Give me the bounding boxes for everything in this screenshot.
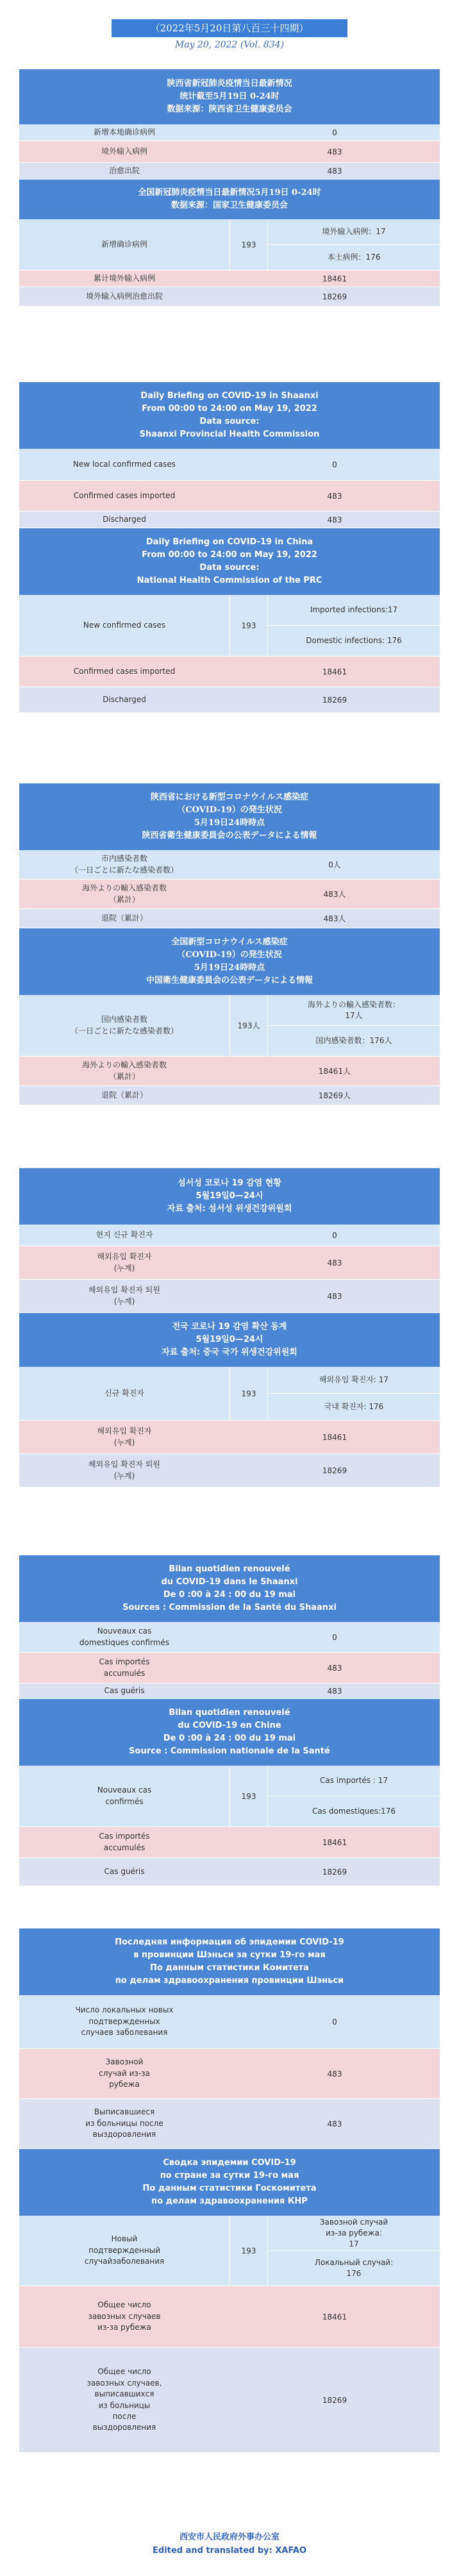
table-row <box>19 1622 440 1653</box>
header-line: 5월19일0—24시 <box>196 1191 263 1201</box>
table-row <box>19 1057 440 1086</box>
row-value: 483 <box>327 491 342 501</box>
ja-china-header <box>19 928 440 995</box>
header-line: 全国新型コロナウイルス感染症 <box>171 937 288 947</box>
ja-shaanxi-table <box>19 783 440 928</box>
table-row <box>19 2099 440 2149</box>
new-cases-row <box>19 2216 440 2286</box>
row-value: 18269 <box>322 292 347 301</box>
header-line: De 0 :00 à 24 : 00 du 19 mai <box>163 1590 296 1600</box>
section-ja <box>19 783 440 1105</box>
row-value: 0 <box>332 128 337 137</box>
table-row <box>19 481 440 512</box>
row-label: 해외유입 확진자 (누계) <box>97 1252 152 1273</box>
header-line: По данным статистики Госкомитета <box>142 2184 317 2193</box>
new-cases-total: 193 <box>230 2216 268 2286</box>
table-row <box>19 1684 440 1699</box>
header-line: 统计截至5月19日 0-24时 <box>179 91 280 101</box>
row-label: 해외유입 확진자 (누계) <box>97 1426 152 1447</box>
row-value: 18461 <box>322 274 347 283</box>
header-line: По данным статистики Комитета <box>150 1963 309 1973</box>
header-line: Data source: <box>199 563 260 573</box>
footer <box>0 2531 459 2558</box>
header-line: Source : Commission nationale de la Santé <box>129 1746 330 1757</box>
header-line: 陝西省における新型コロナウイルス感染症 <box>150 792 309 802</box>
row-label: Общее число завозных случаев, выписавшихся из больницы после выздоровления <box>87 2367 162 2432</box>
header-line: Сводка эпидемии COVID-19 <box>163 2157 296 2168</box>
ru-shaanxi-header <box>19 1928 440 1995</box>
new-cases-label: 国内感染者数 （一日ごとに新たな感染者数） <box>70 1015 178 1035</box>
table-row <box>19 687 440 713</box>
zh-china-table <box>19 180 440 306</box>
row-value: 0人 <box>328 860 341 869</box>
fr-shaanxi-table <box>19 1555 440 1699</box>
new-cases-label: Новый подтвержденный случайзаболевания <box>84 2234 165 2266</box>
row-label: 海外よりの輸入感染者数 （累計） <box>81 1060 167 1081</box>
header-line: 섬서성 코로나 19 감염 현황 <box>178 1178 281 1188</box>
domestic-cases: 国内感染者数：176人 <box>268 1025 440 1056</box>
en-china-header <box>19 528 440 595</box>
row-label: Завозной случай из-за рубежа <box>99 2057 150 2089</box>
row-value: 483 <box>327 515 342 524</box>
en-china-table <box>19 528 440 713</box>
header-line: Shaanxi Provincial Health Commission <box>139 430 320 440</box>
domestic-cases: 국내 확진자: 176 <box>268 1393 440 1420</box>
ja-china-table <box>19 928 440 1105</box>
imported-cases: Cas importés : 17 <box>320 1776 388 1786</box>
row-value: 0 <box>332 2017 337 2027</box>
section-zh <box>19 69 440 306</box>
row-value: 0 <box>332 1230 337 1240</box>
new-cases-row <box>19 995 440 1057</box>
new-cases-breakdown <box>268 1766 440 1827</box>
row-label: Discharged <box>103 514 146 524</box>
zh-shaanxi-table <box>19 69 440 180</box>
row-value: 483人 <box>323 890 346 899</box>
row-label: 境外输入病例治愈出院 <box>85 291 163 301</box>
row-label: 海外よりの輸入感染者数 （累計） <box>81 883 167 904</box>
row-value: 18269 <box>322 1466 347 1475</box>
header-line: Bilan quotidien renouvelé <box>169 1707 290 1718</box>
fr-china-header <box>19 1699 440 1766</box>
header-line: du COVID-19 dans le Shaanxi <box>161 1577 298 1587</box>
footer-credit: Edited and translated by: XAFAO <box>153 2545 306 2555</box>
imported-cases: 海外よりの輸入感染者数： 17人 <box>307 999 400 1020</box>
header-line: 5월19일0—24시 <box>196 1334 263 1344</box>
row-label: 累计境外输入病例 <box>93 273 155 283</box>
row-value: 483 <box>327 2119 342 2129</box>
en-shaanxi-table <box>19 382 440 528</box>
table-row <box>19 1454 440 1487</box>
row-label: 退院（累計） <box>101 1090 147 1100</box>
section-fr <box>19 1555 440 1886</box>
header-line: From 00:00 to 24:00 on May 19, 2022 <box>142 549 317 560</box>
new-cases-label: 新增确诊病例 <box>101 239 147 249</box>
header-line: 数据来源：国家卫生健康委员会 <box>171 201 288 210</box>
new-cases-label: Nouveaux cas confirmés <box>97 1786 152 1806</box>
new-cases-row <box>19 219 440 271</box>
header-line: National Health Commission of the PRC <box>137 576 322 586</box>
header-line: From 00:00 to 24:00 on May 19, 2022 <box>142 403 317 414</box>
table-row <box>19 449 440 481</box>
fr-china-table <box>19 1699 440 1886</box>
section-ko <box>19 1168 440 1487</box>
header-line: （COVID-19）の発生状況 <box>177 949 282 960</box>
table-row <box>19 1858 440 1886</box>
header-line: по стране за сутки 19-го мая <box>160 2170 299 2180</box>
row-label: Discharged <box>103 694 146 704</box>
new-cases-breakdown <box>268 595 440 656</box>
new-cases-breakdown <box>268 219 440 270</box>
ru-china-header <box>19 2149 440 2216</box>
table-row <box>19 1827 440 1858</box>
row-value: 483 <box>327 2069 342 2078</box>
new-cases-row <box>19 595 440 657</box>
en-shaanxi-header <box>19 382 440 449</box>
table-row <box>19 287 440 306</box>
row-value: 483 <box>327 1663 342 1673</box>
header-line: du COVID-19 en Chine <box>178 1720 281 1730</box>
new-cases-total: 193人 <box>230 995 268 1056</box>
header-line: 자료 출처: 섬서성 위생건강위원회 <box>167 1204 292 1214</box>
table-row <box>19 271 440 287</box>
row-value: 18461 <box>322 1432 347 1442</box>
row-label: Общее число завозных случаев из-за рубежа <box>88 2300 161 2332</box>
ja-shaanxi-header <box>19 783 440 850</box>
table-row <box>19 141 440 163</box>
header-line: в провинции Шэньси за сутки 19-го мая <box>133 1950 326 1960</box>
new-cases-total: 193 <box>230 219 268 270</box>
row-value: 0 <box>332 460 337 469</box>
ko-shaanxi-table <box>19 1168 440 1313</box>
domestic-cases: 本土病例：176 <box>268 244 440 270</box>
ko-china-header <box>19 1313 440 1367</box>
row-value: 0 <box>332 1632 337 1642</box>
table-row <box>19 1653 440 1684</box>
new-cases-total: 193 <box>230 595 268 656</box>
table-row <box>19 1421 440 1454</box>
new-cases-row <box>19 1766 440 1827</box>
row-label: Confirmed cases imported <box>73 490 176 500</box>
ko-china-table <box>19 1313 440 1487</box>
row-value: 18269 <box>322 1867 347 1877</box>
table-row <box>19 2348 440 2453</box>
row-value: 18461 <box>322 2312 347 2321</box>
header-line: Bilan quotidien renouvelé <box>169 1564 290 1574</box>
row-label: 현지 신규 확진자 <box>96 1230 153 1239</box>
new-cases-row <box>19 1367 440 1421</box>
row-value: 483人 <box>323 914 346 923</box>
table-row <box>19 2286 440 2348</box>
imported-cases: 해외유입 확진자: 17 <box>319 1375 389 1385</box>
row-label: 退院（累計） <box>101 913 147 923</box>
header-line: 全国新冠肺炎疫情当日最新情况5月19日 0-24时 <box>138 187 321 197</box>
domestic-cases: Локальный случай: 176 <box>268 2250 440 2286</box>
ru-shaanxi-table <box>19 1928 440 2149</box>
table-row <box>19 1246 440 1280</box>
new-cases-breakdown <box>268 2216 440 2286</box>
header-line: 5月19日24時時点 <box>194 818 265 828</box>
section-ru <box>19 1928 440 2453</box>
row-label: Выписавшиеся из больницы после выздоровления <box>85 2107 163 2139</box>
header-line: Daily Briefing on COVID-19 in Shaanxi <box>140 390 319 401</box>
table-row <box>19 124 440 141</box>
issue-banner: （2022年5月20日第八百三十四期） <box>112 19 347 37</box>
header-line: （COVID-19）の発生状況 <box>177 805 282 815</box>
new-cases-total: 193 <box>230 1766 268 1827</box>
imported-cases: Завозной случай из-за рубежа: 17 <box>319 2218 388 2248</box>
new-cases-total: 193 <box>230 1367 268 1420</box>
header-line: 陝西省衛生健康委員会の公表データによる情報 <box>142 831 317 841</box>
new-cases-label: New confirmed cases <box>83 620 166 630</box>
ru-china-table <box>19 2149 440 2453</box>
row-value: 18269人 <box>318 1091 351 1100</box>
table-row <box>19 163 440 180</box>
row-label: Nouveaux cas domestiques confirmés <box>79 1627 170 1647</box>
new-cases-label: 신규 확진자 <box>104 1388 144 1398</box>
row-value: 483 <box>327 166 342 176</box>
table-row <box>19 2049 440 2099</box>
row-label: Cas importés accumulés <box>99 1832 150 1852</box>
row-value: 18269 <box>322 2395 347 2405</box>
header-line: Последняя информация об эпидемии COVID-19 <box>115 1937 344 1947</box>
row-label: New local confirmed cases <box>73 459 176 469</box>
row-value: 483 <box>327 1686 342 1696</box>
zh-china-header <box>19 180 440 219</box>
new-cases-breakdown <box>268 995 440 1056</box>
row-label: Confirmed cases imported <box>73 666 176 676</box>
fr-shaanxi-header <box>19 1555 440 1622</box>
imported-cases: 境外输入病例：17 <box>322 227 386 237</box>
row-label: 新增本地确诊病例 <box>93 127 155 137</box>
table-row <box>19 512 440 528</box>
row-value: 483 <box>327 147 342 156</box>
footer-office: 西安市人民政府外事办公室 <box>179 2532 280 2542</box>
header-line: 5月19日24時時点 <box>194 963 265 973</box>
section-en <box>19 382 440 713</box>
domestic-cases: Cas domestiques:176 <box>268 1796 440 1827</box>
header-line: по делам здравоохранения КНР <box>151 2196 308 2207</box>
header-line: Sources : Commission de la Santé du Shaanxi <box>122 1603 337 1613</box>
table-row <box>19 850 440 880</box>
table-row <box>19 1280 440 1313</box>
header-line: Daily Briefing on COVID-19 in China <box>146 537 313 547</box>
header-line: 陕西省新冠肺炎疫情当日最新情况 <box>167 78 292 88</box>
row-label: Cas guéris <box>104 1685 145 1695</box>
row-value: 18461人 <box>318 1067 351 1076</box>
header-line: по делам здравоохранения провинции Шэньси <box>115 1976 344 1986</box>
ko-shaanxi-header <box>19 1168 440 1225</box>
row-label: Число локальных новых подтвержденных случаев заболевания <box>75 2005 174 2037</box>
header-line: 전국 코로나 19 감염 확산 동계 <box>172 1321 287 1332</box>
header-line: De 0 :00 à 24 : 00 du 19 mai <box>163 1734 296 1743</box>
zh-shaanxi-header <box>19 69 440 124</box>
row-label: 해외유입 확진자 퇴원 (누계) <box>88 1460 160 1480</box>
row-label: 市内感染者数 （一日ごとに新たな感染者数） <box>70 854 178 874</box>
row-label: Cas importés accumulés <box>99 1657 150 1678</box>
table-row <box>19 909 440 928</box>
row-value: 483 <box>327 1291 342 1301</box>
row-label: Cas guéris <box>104 1866 145 1876</box>
new-cases-breakdown <box>268 1367 440 1420</box>
header-line: 数据来源：陕西省卫生健康委员会 <box>167 105 292 115</box>
table-row <box>19 880 440 909</box>
domestic-cases: Domestic infections: 176 <box>268 625 440 656</box>
header-line: 中国衛生健康委員会の公表データによる情報 <box>146 976 313 986</box>
row-value: 483 <box>327 1258 342 1267</box>
table-row <box>19 1086 440 1105</box>
row-label: 治愈出院 <box>108 165 140 175</box>
row-value: 18461 <box>322 667 347 676</box>
row-label: 境外输入病例 <box>101 146 147 156</box>
row-value: 18269 <box>322 695 347 705</box>
table-row <box>19 1225 440 1246</box>
header-line: Data source: <box>199 417 260 426</box>
imported-cases: Imported infections:17 <box>310 605 398 615</box>
table-row <box>19 657 440 687</box>
table-row <box>19 1995 440 2049</box>
header-line: 자료 출처: 중국 국가 위생건강위원회 <box>162 1348 297 1358</box>
row-value: 18461 <box>322 1837 347 1847</box>
issue-date: May 20, 2022 (Vol. 834) <box>174 40 285 50</box>
row-label: 해외유입 확진자 퇴원 (누계) <box>88 1285 160 1306</box>
